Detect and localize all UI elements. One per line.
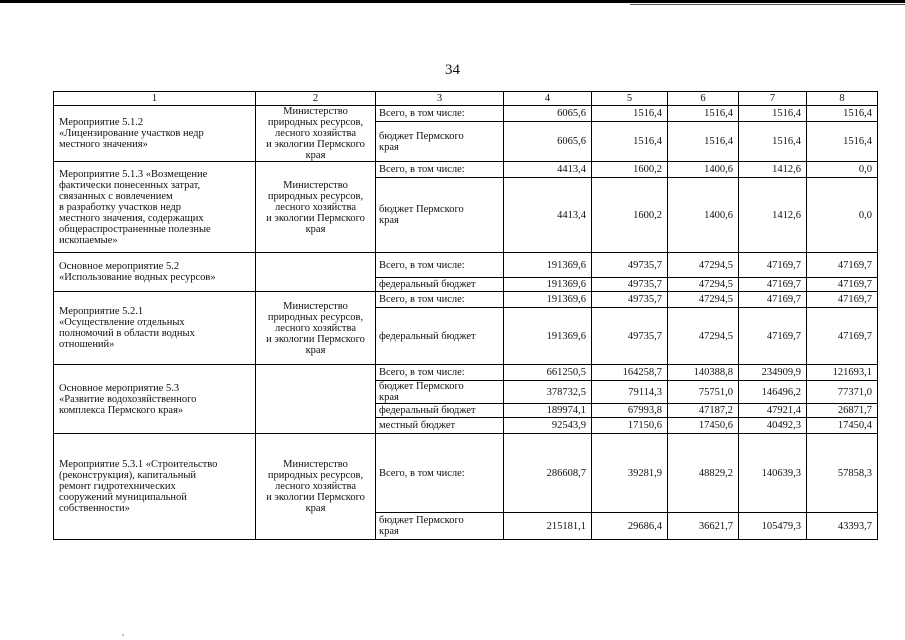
value-cell: 26871,7 <box>807 404 878 418</box>
funding-source-cell: местный бюджет <box>376 418 504 434</box>
column-header: 8 <box>807 92 878 106</box>
value-cell: 6065,6 <box>504 106 592 122</box>
value-cell: 47169,7 <box>739 253 807 278</box>
value-cell: 6065,6 <box>504 122 592 162</box>
value-cell: 47294,5 <box>668 308 739 365</box>
funding-source-cell: Всего, в том числе: <box>376 292 504 308</box>
value-cell: 17450,6 <box>668 418 739 434</box>
value-cell: 47187,2 <box>668 404 739 418</box>
column-header-row <box>54 92 878 106</box>
responsible-executor-cell: Министерство природных ресурсов, лесного хозяйства и экологии Пермского края <box>256 106 376 162</box>
activity-name-cell: Мероприятие 5.2.1 «Осуществление отдельных полномочий в области водных отношений» <box>54 292 256 365</box>
value-cell: 92543,9 <box>504 418 592 434</box>
value-cell: 47169,7 <box>807 278 878 292</box>
value-cell: 47294,5 <box>668 292 739 308</box>
value-cell: 49735,7 <box>592 308 668 365</box>
table-row <box>54 106 878 122</box>
table-row <box>54 292 878 308</box>
value-cell: 47169,7 <box>739 292 807 308</box>
value-cell: 1516,4 <box>668 106 739 122</box>
value-cell: 47169,7 <box>807 308 878 365</box>
value-cell: 1516,4 <box>739 106 807 122</box>
value-cell: 17150,6 <box>592 418 668 434</box>
funding-source-cell: Всего, в том числе: <box>376 434 504 513</box>
column-header: 7 <box>739 92 807 106</box>
value-cell: 79114,3 <box>592 381 668 404</box>
responsible-executor-cell <box>256 365 376 434</box>
value-cell: 189974,1 <box>504 404 592 418</box>
value-cell: 29686,4 <box>592 513 668 540</box>
activity-name-cell: Мероприятие 5.1.3 «Возмещение фактически понесенных затрат, связанных с вовлечением в разработку участков недр местного значения, содержащих общераспространенные полезные ископаемые» <box>54 162 256 253</box>
value-cell: 146496,2 <box>739 381 807 404</box>
value-cell: 47294,5 <box>668 253 739 278</box>
activity-name-cell: Основное мероприятие 5.3 «Развитие водохозяйственного комплекса Пермского края» <box>54 365 256 434</box>
value-cell: 67993,8 <box>592 404 668 418</box>
top-border-line-secondary <box>630 4 905 5</box>
value-cell: 77371,0 <box>807 381 878 404</box>
table-row <box>54 434 878 513</box>
value-cell: 140388,8 <box>668 365 739 381</box>
value-cell: 1516,4 <box>807 122 878 162</box>
funding-source-cell: бюджет Пермского края <box>376 381 504 404</box>
value-cell: 1400,6 <box>668 162 739 178</box>
value-cell: 0,0 <box>807 162 878 178</box>
activity-name-cell: Мероприятие 5.3.1 «Строительство (реконструкция), капитальный ремонт гидротехнических сооружений муниципальной собственности» <box>54 434 256 540</box>
responsible-executor-cell: Министерство природных ресурсов, лесного хозяйства и экологии Пермского края <box>256 292 376 365</box>
responsible-executor-cell: Министерство природных ресурсов, лесного хозяйства и экологии Пермского края <box>256 162 376 253</box>
funding-source-cell: бюджет Пермского края <box>376 513 504 540</box>
value-cell: 191369,6 <box>504 308 592 365</box>
value-cell: 1516,4 <box>668 122 739 162</box>
funding-source-cell: Всего, в том числе: <box>376 253 504 278</box>
funding-source-cell: Всего, в том числе: <box>376 365 504 381</box>
funding-source-cell: Всего, в том числе: <box>376 106 504 122</box>
value-cell: 43393,7 <box>807 513 878 540</box>
value-cell: 105479,3 <box>739 513 807 540</box>
value-cell: 0,0 <box>807 178 878 253</box>
value-cell: 191369,6 <box>504 292 592 308</box>
value-cell: 47294,5 <box>668 278 739 292</box>
value-cell: 1600,2 <box>592 178 668 253</box>
funding-source-cell: бюджет Пермского края <box>376 178 504 253</box>
funding-source-cell: федеральный бюджет <box>376 278 504 292</box>
value-cell: 49735,7 <box>592 253 668 278</box>
value-cell: 191369,6 <box>504 278 592 292</box>
value-cell: 1516,4 <box>739 122 807 162</box>
column-header: 2 <box>256 92 376 106</box>
funding-source-cell: Всего, в том числе: <box>376 162 504 178</box>
table-row <box>54 365 878 381</box>
value-cell: 1412,6 <box>739 162 807 178</box>
value-cell: 17450,4 <box>807 418 878 434</box>
value-cell: 215181,1 <box>504 513 592 540</box>
column-header: 4 <box>504 92 592 106</box>
value-cell: 234909,9 <box>739 365 807 381</box>
funding-source-cell: федеральный бюджет <box>376 308 504 365</box>
page-number: 34 <box>445 62 460 78</box>
value-cell: 47921,4 <box>739 404 807 418</box>
column-header: 5 <box>592 92 668 106</box>
column-header: 3 <box>376 92 504 106</box>
value-cell: 1516,4 <box>592 106 668 122</box>
activity-name-cell: Мероприятие 5.1.2 «Лицензирование участков недр местного значения» <box>54 106 256 162</box>
value-cell: 661250,5 <box>504 365 592 381</box>
value-cell: 164258,7 <box>592 365 668 381</box>
value-cell: 191369,6 <box>504 253 592 278</box>
activity-name-cell: Основное мероприятие 5.2 «Использование водных ресурсов» <box>54 253 256 292</box>
value-cell: 39281,9 <box>592 434 668 513</box>
value-cell: 49735,7 <box>592 278 668 292</box>
funding-source-cell: федеральный бюджет <box>376 404 504 418</box>
table-row <box>54 162 878 178</box>
value-cell: 286608,7 <box>504 434 592 513</box>
table-row <box>54 253 878 278</box>
value-cell: 47169,7 <box>807 253 878 278</box>
value-cell: 36621,7 <box>668 513 739 540</box>
top-border-line <box>0 0 905 3</box>
scan-speck <box>122 634 124 636</box>
value-cell: 378732,5 <box>504 381 592 404</box>
value-cell: 40492,3 <box>739 418 807 434</box>
value-cell: 49735,7 <box>592 292 668 308</box>
value-cell: 1516,4 <box>807 106 878 122</box>
responsible-executor-cell <box>256 253 376 292</box>
value-cell: 57858,3 <box>807 434 878 513</box>
funding-source-cell: бюджет Пермского края <box>376 122 504 162</box>
column-header: 1 <box>54 92 256 106</box>
value-cell: 4413,4 <box>504 162 592 178</box>
value-cell: 1516,4 <box>592 122 668 162</box>
value-cell: 4413,4 <box>504 178 592 253</box>
budget-table <box>53 91 878 540</box>
value-cell: 1600,2 <box>592 162 668 178</box>
value-cell: 47169,7 <box>739 308 807 365</box>
value-cell: 140639,3 <box>739 434 807 513</box>
value-cell: 121693,1 <box>807 365 878 381</box>
value-cell: 47169,7 <box>739 278 807 292</box>
value-cell: 47169,7 <box>807 292 878 308</box>
value-cell: 48829,2 <box>668 434 739 513</box>
column-header: 6 <box>668 92 739 106</box>
responsible-executor-cell: Министерство природных ресурсов, лесного хозяйства и экологии Пермского края <box>256 434 376 540</box>
value-cell: 75751,0 <box>668 381 739 404</box>
value-cell: 1400,6 <box>668 178 739 253</box>
value-cell: 1412,6 <box>739 178 807 253</box>
